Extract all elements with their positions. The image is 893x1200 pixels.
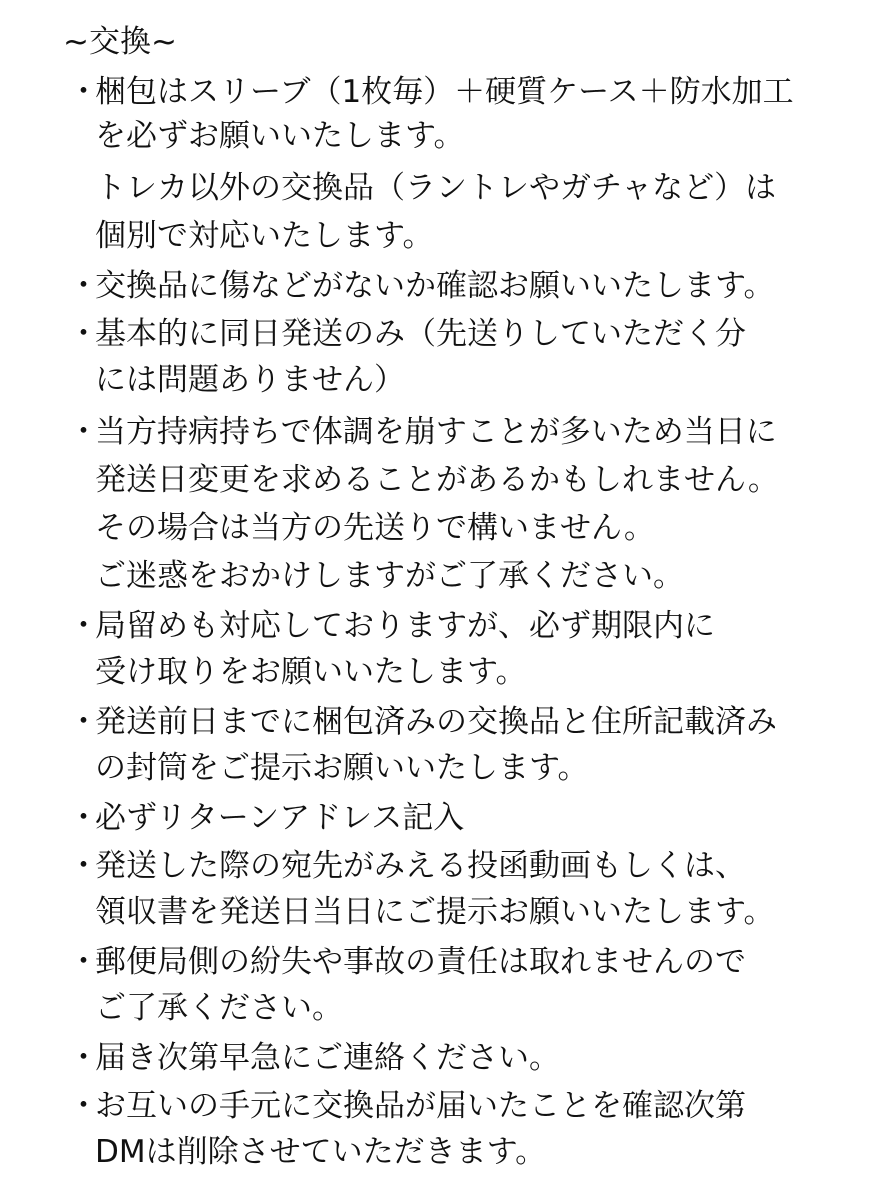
item-6-line-1: 発送前日までに梱包済みの交換品と住所記載済み	[95, 704, 777, 740]
bullet-marker: ・	[68, 1088, 99, 1124]
item-11-line-1: お互いの手元に交換品が届いたことを確認次第	[95, 1088, 746, 1124]
item-7-line-1: 必ずリターンアドレス記入	[95, 800, 465, 836]
item-3-line-2: には問題ありません）	[95, 362, 405, 398]
item-1-line-3: トレカ以外の交換品（ラントレやガチャなど）は	[95, 170, 777, 206]
bullet-marker: ・	[68, 414, 99, 450]
item-8-line-1: 発送した際の宛先がみえる投函動画もしくは、	[95, 848, 746, 884]
item-3-line-1: 基本的に同日発送のみ（先送りしていただく分	[95, 316, 746, 352]
bullet-marker: ・	[68, 944, 99, 980]
bullet-marker: ・	[68, 316, 99, 352]
item-9-line-2: ご了承ください。	[95, 990, 343, 1026]
item-11-line-2: DMは削除させていただきます。	[95, 1134, 547, 1170]
item-4-line-4: ご迷惑をおかけしますがご了承ください。	[95, 558, 684, 594]
item-6-line-2: の封筒をご提示お願いいたします。	[95, 750, 589, 786]
item-1-line-4: 個別で対応いたします。	[95, 218, 434, 254]
bullet-marker: ・	[68, 704, 99, 740]
item-2-line-1: 交換品に傷などがないか確認お願いいたします。	[95, 268, 775, 304]
item-9-line-1: 郵便局側の紛失や事故の責任は取れませんので	[95, 944, 746, 980]
bullet-marker: ・	[68, 268, 99, 304]
item-4-line-1: 当方持病持ちで体調を崩すことが多いため当日に	[95, 414, 777, 450]
item-5-line-1: 局留めも対応しておりますが、必ず期限内に	[95, 608, 715, 644]
item-1-line-1: 梱包はスリーブ（1枚毎）＋硬質ケース＋防水加工	[95, 74, 794, 110]
item-4-line-3: その場合は当方の先送りで構いません。	[95, 510, 655, 546]
bullet-marker: ・	[68, 800, 99, 836]
bullet-marker: ・	[68, 1040, 99, 1076]
item-8-line-2: 領収書を発送日当日にご提示お願いいたします。	[95, 894, 775, 930]
page-title: ~交換~	[63, 24, 177, 60]
item-5-line-2: 受け取りをお願いいたします。	[95, 654, 527, 690]
item-4-line-2: 発送日変更を求めることがあるかもしれません。	[95, 462, 779, 498]
item-10-line-1: 届き次第早急にご連絡ください。	[95, 1040, 560, 1076]
bullet-marker: ・	[68, 74, 99, 110]
item-1-line-2: を必ずお願いいたします。	[95, 118, 465, 154]
bullet-marker: ・	[68, 848, 99, 884]
bullet-marker: ・	[68, 608, 99, 644]
